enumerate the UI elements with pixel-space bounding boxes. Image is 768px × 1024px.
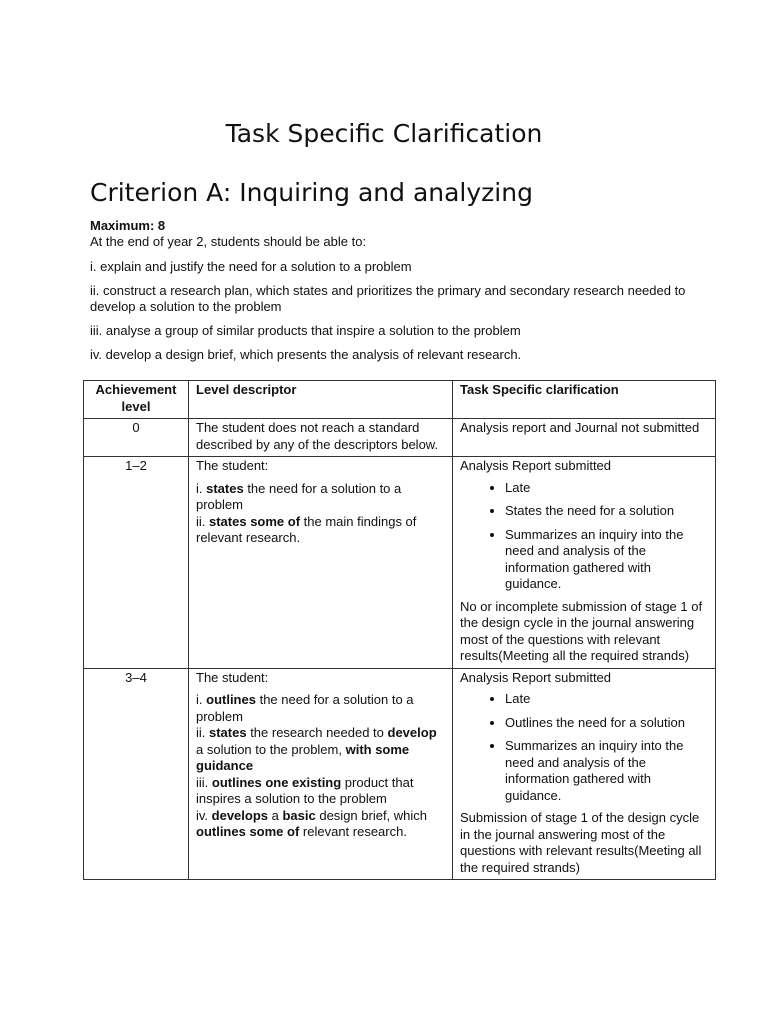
table-header-row <box>84 381 716 419</box>
descriptor-line: iv. develops a basic design brief, which outlines some of relevant research. <box>196 807 428 839</box>
header-achievement-level: Achievement level <box>84 381 189 419</box>
objective-i: i. explain and justify the need for a solution to a problem <box>90 259 412 274</box>
objectives-lead: At the end of year 2, students should be able to: <box>90 234 367 249</box>
descriptor-line: i. outlines the need for a solution to a problem <box>196 692 414 724</box>
table-row <box>84 668 716 880</box>
descriptor-line: i. states the need for a solution to a problem <box>196 480 402 512</box>
clarification-intro: Analysis Report submitted <box>460 458 612 473</box>
achievement-level-cell: 3–4 <box>84 668 189 880</box>
clarification-cell <box>453 668 716 880</box>
descriptor-line: ii. states some of the main findings of relevant research. <box>196 513 417 545</box>
list-item: • Summarizes an inquiry into the need and analysis of the information gathered with guidance. <box>505 527 708 593</box>
clarification-intro: Analysis Report submitted <box>460 669 612 685</box>
table-row <box>84 419 716 457</box>
objective-iii: iii. analyse a group of similar products that inspire a solution to the problem <box>90 323 521 338</box>
criterion-heading: Criterion A: Inquiring and analyzing <box>90 178 533 207</box>
header-level-descriptor: Level descriptor <box>189 381 453 419</box>
achievement-level-cell: 1–2 <box>84 457 189 669</box>
list-item: • Late <box>505 480 708 497</box>
level-descriptor-cell <box>189 668 453 880</box>
descriptor-line: iii. outlines one existing product that inspires a solution to the problem <box>196 774 414 806</box>
clarification-outro: No or incomplete submission of stage 1 of the design cycle in the journal answering most of the questions with relevant results(Meeting all the required strands) <box>460 598 703 663</box>
table-row <box>84 457 716 669</box>
list-item: • Outlines the need for a solution <box>505 715 708 732</box>
achievement-level-cell: 0 <box>84 419 189 457</box>
level-descriptor-cell: The student does not reach a standard described by any of the descriptors below. <box>189 419 453 457</box>
descriptor-intro: The student: <box>196 669 269 685</box>
list-item: • Summarizes an inquiry into the need and analysis of the information gathered with guidance. <box>505 738 708 804</box>
descriptor-line: ii. states the research needed to develop a solution to the problem, with some guidance <box>196 725 437 773</box>
maximum-label: Maximum: 8 <box>90 218 166 233</box>
descriptor-intro: The student: <box>196 458 269 473</box>
list-item: • States the need for a solution <box>505 503 708 520</box>
level-descriptor-cell <box>189 457 453 669</box>
clarification-cell <box>453 457 716 669</box>
objective-ii: ii. construct a research plan, which states and prioritizes the primary and secondary research needed to develop a solution to the problem <box>90 283 686 314</box>
objective-iv: iv. develop a design brief, which presents the analysis of relevant research. <box>90 347 522 362</box>
criterion-intro <box>90 218 700 371</box>
page-title: Task Specific Clarification <box>225 119 543 148</box>
clarification-bullets <box>460 480 708 593</box>
header-task-clarification: Task Specific clarification <box>453 381 716 419</box>
clarification-cell: Analysis report and Journal not submitted <box>453 419 716 457</box>
clarification-outro: Submission of stage 1 of the design cycle in the journal answering most of the questions with relevant results(Meeting all the required strands) <box>460 810 702 875</box>
clarification-bullets <box>460 691 708 804</box>
rubric-table <box>83 380 716 880</box>
list-item: • Late <box>505 691 708 708</box>
